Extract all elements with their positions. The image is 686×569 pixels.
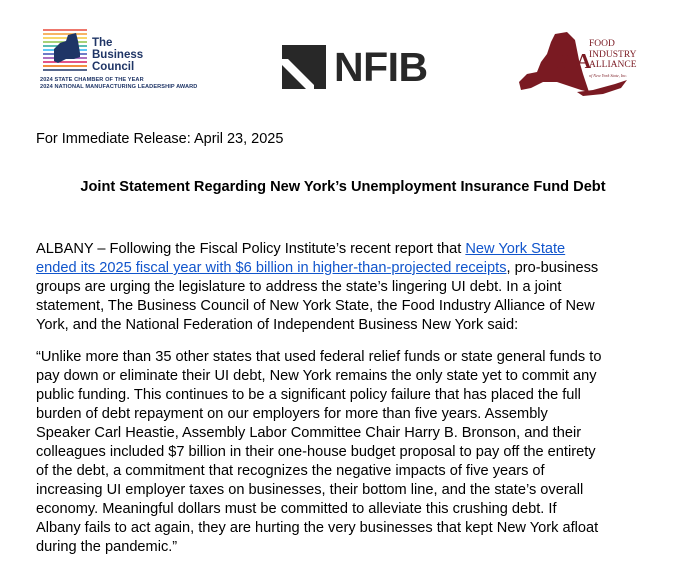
- paragraph-line: Speaker Carl Heastie, Assembly Labor Committee Chair Harry B. Bronson, and their: [36, 425, 582, 441]
- statement-title: Joint Statement Regarding New York’s Unemployment Insurance Fund Debt: [80, 179, 606, 195]
- paragraph-line: pay down or eliminate their UI debt, New York remains the only state yet to commit any: [36, 368, 597, 384]
- paragraph-line: statement, The Business Council of New York State, the Food Industry Alliance of New: [36, 298, 595, 314]
- intro-paragraph: [36, 240, 676, 335]
- paragraph-line: “Unlike more than 35 other states that used federal relief funds or state general funds to: [36, 349, 602, 365]
- paragraph-line: [36, 259, 676, 278]
- award-line: 2024 STATE CHAMBER OF THE YEAR: [40, 77, 144, 83]
- award-line: 2024 NATIONAL MANUFACTURING LEADERSHIP AWARD: [40, 84, 198, 90]
- release-date-line: For Immediate Release: April 23, 2025: [36, 131, 284, 147]
- fia-name-line: INDUSTRY: [589, 49, 637, 60]
- paragraph-line: colleagues included $7 billion in their one-house budget proposal to pay off the entirety: [36, 444, 596, 460]
- business-council-name-line: The: [92, 37, 113, 49]
- paragraph-line: economy. Meaningful dollars must be committed to alleviate this crushing debt. If: [36, 501, 557, 517]
- paragraph-line: groups are urging the legislature to address the state’s lingering UI debt. In a joint: [36, 279, 562, 295]
- paragraph-line: York, and the National Federation of Independent Business New York said:: [36, 317, 519, 333]
- paragraph-line: increasing UI employer taxes on businesses, their bottom line, and the state’s overall: [36, 482, 584, 498]
- nfib-logo: [282, 45, 442, 89]
- quote-paragraph: [36, 348, 676, 557]
- fiscal-report-link[interactable]: ended its 2025 fiscal year with $6 billion in higher-than-projected receipts: [36, 260, 507, 276]
- paragraph-line: of the debt, a commitment that recognizes the negative impacts of five years of: [36, 463, 545, 479]
- paragraph-line: burden of debt repayment on our employers for more than five years. Assembly: [36, 406, 548, 422]
- business-council-logo: [40, 27, 200, 97]
- nfib-mark-icon: [282, 45, 326, 89]
- nfib-wordmark: NFIB: [334, 44, 428, 90]
- paragraph-line: public funding. This continues to be a significant policy failure that has placed the full: [36, 387, 581, 403]
- logo-row: [0, 0, 686, 110]
- fia-name: [589, 39, 637, 71]
- fia-name-line: ALLIANCE: [589, 60, 637, 70]
- paragraph-line: during the pandemic.”: [36, 539, 178, 555]
- business-council-map-icon: [40, 27, 90, 75]
- text-run: , pro-business: [506, 260, 599, 276]
- business-council-name: [92, 37, 172, 73]
- business-council-awards: [40, 77, 197, 91]
- fia-name-line: FOOD: [589, 39, 615, 49]
- paragraph-line: Albany fails to act again, they are hurting the very businesses that kept New York afloat: [36, 520, 599, 536]
- text-run: ALBANY – Following the Fiscal Policy Institute’s recent report that: [36, 241, 466, 257]
- fiscal-report-link[interactable]: New York State: [465, 241, 566, 257]
- fia-logo: [517, 30, 667, 112]
- fia-tagline: of New York State, Inc.: [589, 73, 628, 78]
- business-council-name-line: Business: [92, 49, 144, 61]
- fia-monogram: FIA: [557, 49, 591, 73]
- business-council-name-line: Council: [92, 61, 135, 73]
- paragraph-line: [36, 240, 676, 259]
